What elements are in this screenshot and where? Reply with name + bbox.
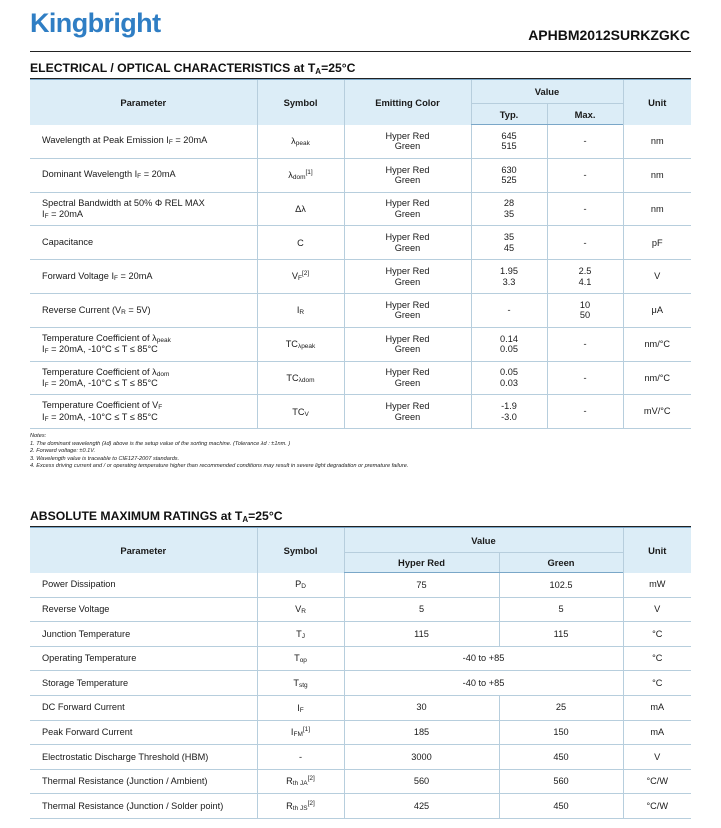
param-cell: Thermal Resistance (Junction / Solder point) xyxy=(30,794,257,819)
symbol-text: λ xyxy=(288,169,293,180)
notes-block xyxy=(30,433,408,471)
typ-value-2: 45 xyxy=(503,242,515,253)
hyper-red-value: 425 xyxy=(344,794,499,819)
symbol-text: I xyxy=(297,702,300,713)
symbol-note: [2] xyxy=(307,799,315,807)
part-number: APHBM2012SURKZGKC xyxy=(528,27,690,43)
param-tail: = 5V) xyxy=(125,304,151,315)
color-green: Green xyxy=(394,175,421,186)
symbol-subscript: peak xyxy=(295,139,310,147)
table-row xyxy=(30,597,691,622)
param-condition: IF = 20mA, -10°C ≤ T ≤ 85°C xyxy=(42,377,158,389)
green-value: 5 xyxy=(499,597,623,622)
color-hyper-red: Hyper Red xyxy=(385,367,430,378)
param-label xyxy=(42,333,257,344)
table-row xyxy=(30,720,691,745)
color-hyper-red: Hyper Red xyxy=(385,333,430,344)
note-2: 2. Forward voltage: ±0.1V. xyxy=(30,448,96,455)
green-value: 450 xyxy=(499,794,623,819)
max-value-1: - xyxy=(583,237,587,248)
typ-value-2: 35 xyxy=(503,208,515,219)
param-cell xyxy=(30,226,257,260)
symbol-subscript: V xyxy=(304,410,309,418)
param-cell: Storage Temperature xyxy=(30,671,257,696)
unit-cell: V xyxy=(623,597,691,622)
green-value: 560 xyxy=(499,769,623,794)
symbol-note: [2] xyxy=(301,270,310,278)
hyper-red-value: 185 xyxy=(344,720,499,745)
symbol-subscript: F xyxy=(297,275,302,283)
green-value: 25 xyxy=(499,695,623,720)
typ-value-1: - xyxy=(507,305,511,316)
symbol-subscript: R xyxy=(299,309,305,317)
color-cell xyxy=(344,327,471,361)
abs-col-header-symbol: Symbol xyxy=(257,528,344,573)
typ-value-2: 0.03 xyxy=(500,377,518,388)
param-subscript: F xyxy=(114,274,118,282)
color-hyper-red: Hyper Red xyxy=(385,299,430,310)
symbol-subscript: FM xyxy=(293,731,303,739)
max-cell xyxy=(547,125,623,159)
symbol-text: V xyxy=(295,604,302,615)
table-row xyxy=(30,769,691,794)
max-value-1: - xyxy=(583,136,587,147)
max-cell xyxy=(547,192,623,226)
max-value-1: - xyxy=(583,203,587,214)
merged-value-cell: -40 to +85 xyxy=(344,671,623,696)
typ-value-1: -1.9 xyxy=(501,401,517,412)
symbol-cell xyxy=(257,794,344,819)
unit-cell: nm/°C xyxy=(623,327,691,361)
symbol-cell xyxy=(257,226,344,260)
param-cell: Junction Temperature xyxy=(30,622,257,647)
color-cell xyxy=(344,226,471,260)
color-cell xyxy=(344,293,471,327)
symbol-cell xyxy=(257,327,344,361)
symbol-subscript: λdom xyxy=(298,376,315,384)
param-label xyxy=(42,305,257,316)
color-green: Green xyxy=(394,208,421,219)
col-header-emitting-color: Emitting Color xyxy=(344,80,471,125)
typ-cell xyxy=(471,361,547,395)
param-text: Wavelength at Peak Emission I xyxy=(42,135,169,146)
typ-value-1: 28 xyxy=(503,198,515,209)
param-cell: Electrostatic Discharge Threshold (HBM) xyxy=(30,745,257,770)
symbol-text: I xyxy=(296,305,300,316)
max-cell xyxy=(547,260,623,294)
max-cell xyxy=(547,226,623,260)
param-tail: = 20mA xyxy=(141,169,176,180)
table-row xyxy=(30,260,691,294)
typ-value-1: 630 xyxy=(501,164,517,175)
green-value: 450 xyxy=(499,745,623,770)
param-label xyxy=(42,198,257,209)
table-row xyxy=(30,226,691,260)
param-label xyxy=(42,367,257,378)
subscript: F xyxy=(44,348,49,356)
symbol-cell xyxy=(257,573,344,598)
param-cell: Operating Temperature xyxy=(30,646,257,671)
color-green: Green xyxy=(394,310,421,321)
subscript: F xyxy=(44,212,49,220)
symbol-note: [1] xyxy=(305,168,313,176)
table-row xyxy=(30,125,691,159)
symbol-subscript: th JS xyxy=(292,804,308,812)
typ-cell xyxy=(471,158,547,192)
param-condition: IF = 20mA xyxy=(42,208,84,220)
typ-value-2: 0.05 xyxy=(500,344,518,355)
color-hyper-red: Hyper Red xyxy=(385,232,430,243)
symbol-cell xyxy=(257,293,344,327)
param-subscript: peak xyxy=(156,336,171,344)
notes-heading: Notes: xyxy=(30,433,47,439)
max-cell xyxy=(547,158,623,192)
typ-value-2: -3.0 xyxy=(501,411,517,422)
symbol-text: TC xyxy=(292,406,305,417)
unit-cell: V xyxy=(623,260,691,294)
symbol-text: TC xyxy=(285,338,298,349)
param-cell: Thermal Resistance (Junction / Ambient) xyxy=(30,769,257,794)
typ-value-1: 1.95 xyxy=(500,266,518,276)
max-value-1: - xyxy=(583,169,587,180)
green-value: 150 xyxy=(499,720,623,745)
param-cell xyxy=(30,125,257,159)
symbol-note: [2] xyxy=(307,775,315,783)
symbol-text: R xyxy=(286,800,293,811)
typ-cell xyxy=(471,125,547,159)
param-cell: Peak Forward Current xyxy=(30,720,257,745)
typ-value-2: 525 xyxy=(501,175,517,186)
unit-cell: μA xyxy=(623,293,691,327)
param-label xyxy=(42,135,257,146)
typ-cell xyxy=(471,226,547,260)
color-cell xyxy=(344,192,471,226)
absolute-section-title: ABSOLUTE MAXIMUM RATINGS at $T_A=25^\circ C$ xyxy=(30,509,283,524)
max-cell xyxy=(547,327,623,361)
max-value-1: - xyxy=(583,406,587,417)
symbol-text: I xyxy=(290,727,294,738)
max-value-1: - xyxy=(583,372,587,383)
symbol-cell xyxy=(257,158,344,192)
symbol-text: T xyxy=(293,677,299,688)
electrical-section-title: ELECTRICAL / OPTICAL CHARACTERISTICS at $T_A=25^\circ C$ xyxy=(30,61,356,76)
header-rule xyxy=(30,51,691,52)
typ-value-2: 515 xyxy=(501,141,517,152)
symbol-text: λ xyxy=(291,135,296,146)
color-cell xyxy=(344,361,471,395)
abs-col-header-value: Value xyxy=(344,528,623,553)
param-condition: IF = 20mA, -10°C ≤ T ≤ 85°C xyxy=(42,411,158,423)
unit-cell: mV/°C xyxy=(623,395,691,429)
param-text: Temperature Coefficient of λ xyxy=(42,332,157,343)
param-cell xyxy=(30,260,257,294)
typ-cell xyxy=(471,395,547,429)
hyper-red-value: 5 xyxy=(344,597,499,622)
abs-col-header-green: Green xyxy=(499,553,623,573)
symbol-subscript: F xyxy=(299,706,304,714)
max-cell xyxy=(547,361,623,395)
color-green: Green xyxy=(394,411,421,422)
typ-value-1: 0.14 xyxy=(500,333,518,344)
symbol-subscript: R xyxy=(301,608,306,616)
typ-cell xyxy=(471,327,547,361)
table-row xyxy=(30,327,691,361)
abs-col-header-hyper-red: Hyper Red xyxy=(344,553,499,573)
col-header-max: Max. xyxy=(547,104,623,125)
symbol-cell xyxy=(257,395,344,429)
table-row xyxy=(30,646,691,671)
symbol-text: V xyxy=(291,271,298,282)
typ-value-2: 3.3 xyxy=(502,276,516,287)
color-cell xyxy=(344,260,471,294)
symbol-text: T xyxy=(296,628,302,639)
table-row xyxy=(30,622,691,647)
color-hyper-red: Hyper Red xyxy=(385,164,430,175)
color-hyper-red: Hyper Red xyxy=(385,198,430,209)
param-cell xyxy=(30,192,257,226)
param-label xyxy=(42,237,257,248)
green-value: 115 xyxy=(499,622,623,647)
symbol-cell xyxy=(257,260,344,294)
symbol-cell xyxy=(257,646,344,671)
param-subscript: dom xyxy=(156,370,170,378)
typ-cell xyxy=(471,293,547,327)
symbol-subscript: op xyxy=(299,657,307,665)
symbol-cell xyxy=(257,125,344,159)
param-subscript: R xyxy=(121,308,126,316)
max-value-1: 10 xyxy=(579,299,591,310)
symbol-subscript: λpeak xyxy=(297,342,316,350)
color-green: Green xyxy=(394,242,421,253)
symbol-cell xyxy=(257,769,344,794)
hyper-red-value: 75 xyxy=(344,573,499,598)
table-row xyxy=(30,794,691,819)
symbol-cell xyxy=(257,671,344,696)
typ-value-1: 645 xyxy=(501,130,517,141)
param-label xyxy=(42,169,257,180)
abs-col-header-unit: Unit xyxy=(623,528,691,573)
symbol-note: [1] xyxy=(302,726,311,734)
unit-cell: °C/W xyxy=(623,794,691,819)
unit-cell: mA xyxy=(623,695,691,720)
typ-value-1: 35 xyxy=(503,232,515,243)
symbol-cell xyxy=(257,192,344,226)
hyper-red-value: 560 xyxy=(344,769,499,794)
param-text: Dominant Wavelength I xyxy=(42,169,138,180)
symbol-subscript: th JA xyxy=(292,780,308,788)
color-green: Green xyxy=(394,276,421,287)
param-cell: DC Forward Current xyxy=(30,695,257,720)
color-cell xyxy=(344,158,471,192)
param-cell xyxy=(30,395,257,429)
max-value-1: 2.5 xyxy=(578,266,592,276)
col-header-symbol: Symbol xyxy=(257,80,344,125)
color-hyper-red: Hyper Red xyxy=(385,130,430,141)
symbol-subscript: J xyxy=(301,632,305,640)
col-header-unit: Unit xyxy=(623,80,691,125)
absolute-maximum-ratings-table xyxy=(30,527,691,819)
param-subscript: F xyxy=(137,173,142,181)
max-value-2: 4.1 xyxy=(578,276,592,287)
param-label xyxy=(42,271,257,282)
table-row xyxy=(30,395,691,429)
typ-cell xyxy=(471,260,547,294)
symbol-subscript: dom xyxy=(292,173,306,181)
table-row xyxy=(30,158,691,192)
color-hyper-red: Hyper Red xyxy=(385,401,430,412)
symbol-subscript: stg xyxy=(298,681,308,689)
color-cell xyxy=(344,395,471,429)
note-3: 3. Wavelength value is traceable to CIE127-2007 standards. xyxy=(30,455,180,462)
color-green: Green xyxy=(394,344,421,355)
unit-cell: °C xyxy=(623,622,691,647)
table-row xyxy=(30,361,691,395)
param-text: Capacitance xyxy=(42,237,94,248)
param-label xyxy=(42,400,257,411)
param-text: Reverse Current (V xyxy=(42,304,122,315)
param-cell xyxy=(30,158,257,192)
abs-col-header-parameter: Parameter xyxy=(30,528,257,573)
unit-cell: nm xyxy=(623,192,691,226)
subscript: F xyxy=(44,415,49,423)
table-row xyxy=(30,192,691,226)
max-value-1: - xyxy=(583,338,587,349)
hyper-red-value: 30 xyxy=(344,695,499,720)
note-1: 1. The dominant wavelength (λd) above is the setup value of the sorting machine. (Tolerance λd : ±1nm. ) xyxy=(30,440,291,447)
param-subscript: F xyxy=(168,139,173,147)
table-row xyxy=(30,573,691,598)
col-header-typ: Typ. xyxy=(471,104,547,125)
max-cell xyxy=(547,293,623,327)
symbol-cell xyxy=(257,720,344,745)
param-text: Temperature Coefficient of λ xyxy=(42,366,157,377)
symbol-subscript: D xyxy=(301,583,306,591)
symbol-cell xyxy=(257,622,344,647)
hyper-red-value: 115 xyxy=(344,622,499,647)
table-row xyxy=(30,671,691,696)
symbol-cell xyxy=(257,695,344,720)
max-value-2: 50 xyxy=(579,310,591,321)
symbol-text: P xyxy=(295,579,302,590)
unit-cell: °C xyxy=(623,646,691,671)
symbol-text: - xyxy=(298,751,303,762)
symbol-cell xyxy=(257,745,344,770)
col-header-value: Value xyxy=(471,80,623,104)
unit-cell: mW xyxy=(623,573,691,598)
param-cell: Power Dissipation xyxy=(30,573,257,598)
unit-cell: nm/°C xyxy=(623,361,691,395)
symbol-cell xyxy=(257,361,344,395)
color-cell xyxy=(344,125,471,159)
symbol-text: T xyxy=(294,653,300,664)
param-cell xyxy=(30,361,257,395)
symbol-text: TC xyxy=(286,372,299,383)
symbol-text: Δλ xyxy=(295,203,306,214)
param-text: Temperature Coefficient of V xyxy=(42,400,159,411)
brand-logo: Kingbright xyxy=(30,8,161,38)
unit-cell: mA xyxy=(623,720,691,745)
unit-cell: V xyxy=(623,745,691,770)
unit-cell: nm xyxy=(623,125,691,159)
subscript: F xyxy=(44,381,49,389)
color-hyper-red: Hyper Red xyxy=(385,266,430,276)
unit-cell: nm xyxy=(623,158,691,192)
param-condition: IF = 20mA, -10°C ≤ T ≤ 85°C xyxy=(42,344,158,356)
param-subscript: F xyxy=(158,404,163,412)
typ-value-1: 0.05 xyxy=(500,367,518,378)
param-text: Spectral Bandwidth at 50% Φ REL MAX xyxy=(42,197,205,208)
param-cell: Reverse Voltage xyxy=(30,597,257,622)
param-cell xyxy=(30,293,257,327)
max-cell xyxy=(547,395,623,429)
table-row xyxy=(30,695,691,720)
table-row xyxy=(30,293,691,327)
param-tail: = 20mA xyxy=(118,270,153,281)
param-cell xyxy=(30,327,257,361)
symbol-text: R xyxy=(286,776,293,787)
unit-cell: pF xyxy=(623,226,691,260)
unit-cell: °C/W xyxy=(623,769,691,794)
symbol-text: C xyxy=(297,237,304,248)
merged-value-cell: -40 to +85 xyxy=(344,646,623,671)
electrical-characteristics-table xyxy=(30,79,691,429)
color-green: Green xyxy=(394,141,421,152)
col-header-parameter: Parameter xyxy=(30,80,257,125)
param-tail: = 20mA xyxy=(172,135,208,146)
note-4: 4. Excess driving current and / or operating temperature higher than recommended conditions may result in severe light degradation or premature failure. xyxy=(30,463,409,470)
typ-cell xyxy=(471,192,547,226)
param-text: Forward Voltage I xyxy=(42,270,115,281)
color-green: Green xyxy=(394,377,421,388)
green-value: 102.5 xyxy=(499,573,623,598)
unit-cell: °C xyxy=(623,671,691,696)
symbol-cell xyxy=(257,597,344,622)
table-row xyxy=(30,745,691,770)
hyper-red-value: 3000 xyxy=(344,745,499,770)
